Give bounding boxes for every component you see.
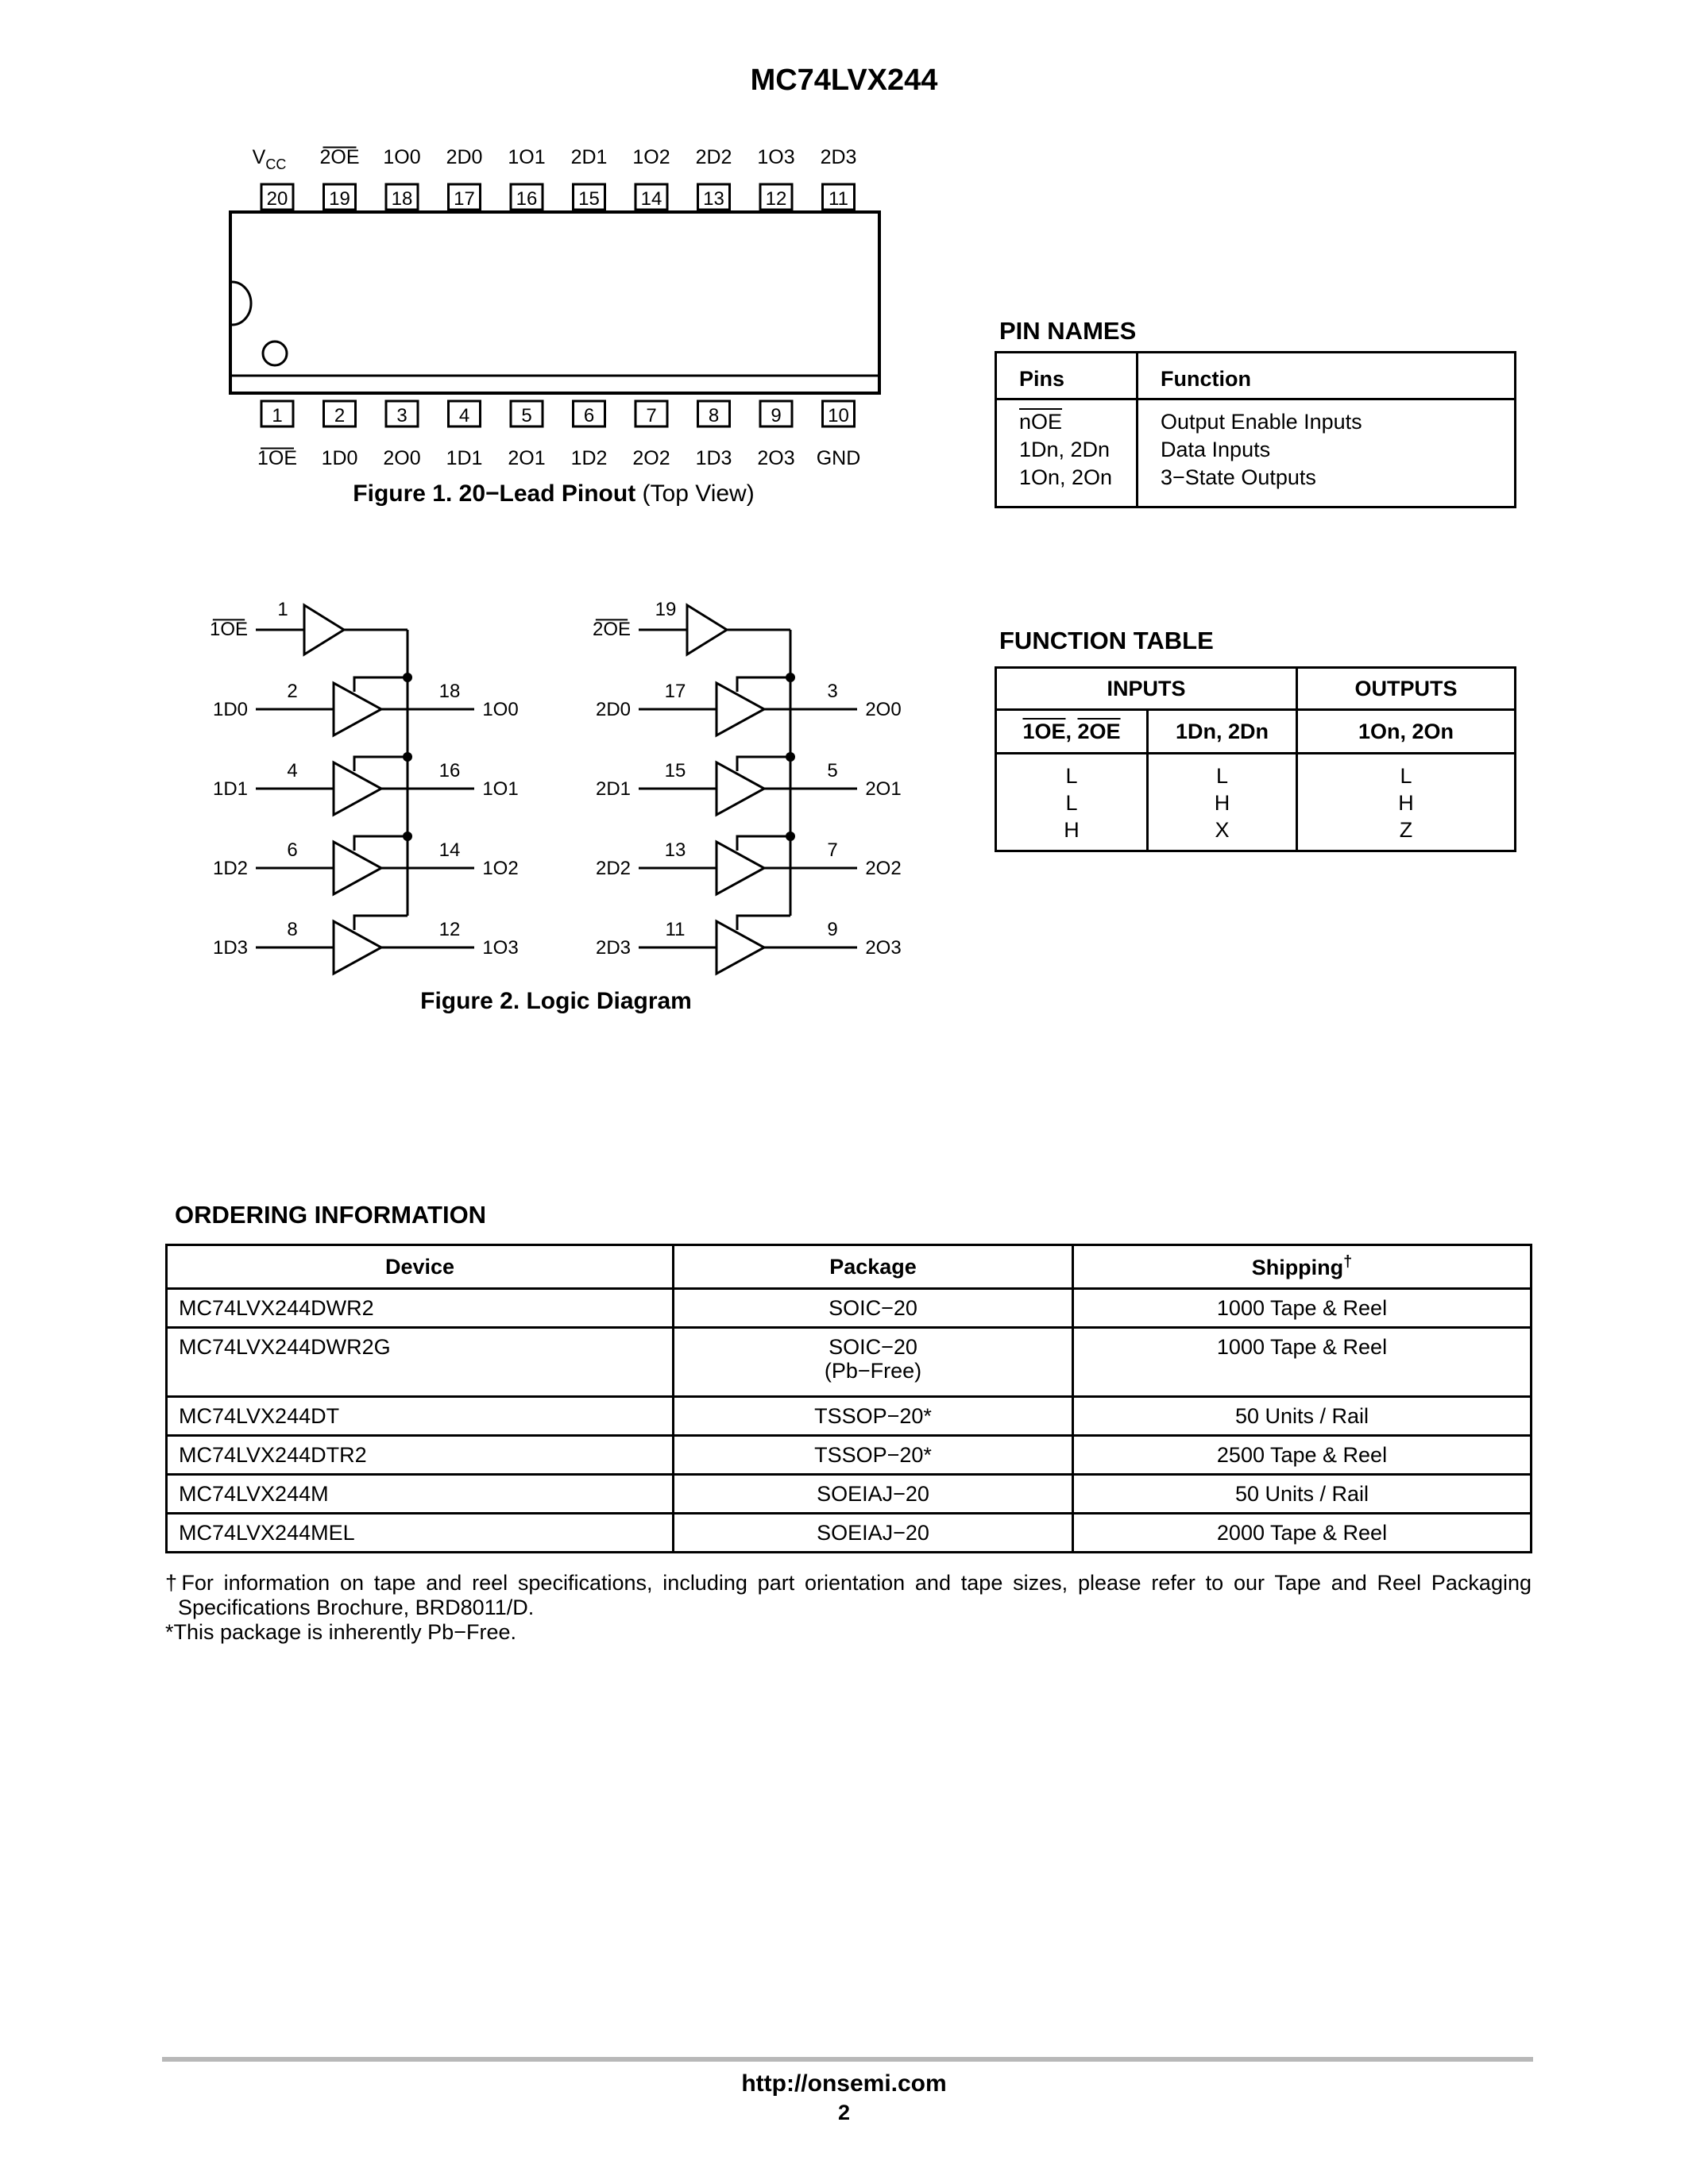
pin-number: 2 — [334, 405, 346, 426]
pin-function: Data Inputs — [1161, 438, 1271, 461]
table-row — [167, 1328, 1532, 1397]
enable-wire — [737, 677, 790, 692]
ordering-shipping: 2500 Tape & Reel — [1073, 1436, 1532, 1475]
ordering-package — [674, 1328, 1073, 1397]
pin-number: 17 — [454, 188, 475, 210]
dagger-mark: † — [1343, 1253, 1353, 1271]
function-table-inputs-header: INPUTS — [996, 668, 1297, 710]
ic-notch — [232, 282, 251, 325]
function-cell: H — [1214, 791, 1230, 815]
function-table-oe-col — [996, 754, 1148, 851]
output-label: 2O3 — [865, 937, 902, 959]
pin-number: 12 — [438, 919, 461, 940]
ordering-table — [165, 1244, 1532, 1553]
ordering-col-package: Package — [674, 1245, 1073, 1289]
ordering-device: MC74LVX244M — [167, 1475, 674, 1514]
function-cell: Z — [1399, 818, 1413, 842]
package-note: (Pb−Free) — [824, 1359, 922, 1383]
function-table-on-header: 1On, 2On — [1297, 710, 1516, 754]
pin-number: 13 — [703, 188, 724, 210]
figure1-caption-bold: Figure 1. 20−Lead Pinout — [353, 480, 636, 507]
pin-label: 1D2 — [570, 447, 608, 469]
pin-label: 2D3 — [820, 146, 857, 168]
pin-names-col-function: Function — [1138, 353, 1516, 399]
junction-dot — [786, 752, 795, 762]
junction-dot — [786, 673, 795, 682]
output-label: 1O0 — [482, 699, 519, 720]
table-row — [167, 1436, 1532, 1475]
logic-group-1 — [210, 599, 519, 974]
pin-number: 16 — [516, 188, 538, 210]
function-table-outputs-header: OUTPUTS — [1297, 668, 1516, 710]
buffer-triangle — [717, 762, 764, 815]
package-name: SOIC−20 — [829, 1296, 917, 1320]
pin-names-function-cell — [1138, 399, 1516, 507]
function-table — [995, 666, 1516, 852]
output-label: 2O1 — [865, 778, 902, 800]
ordering-col-device: Device — [167, 1245, 674, 1289]
pin-number: 14 — [438, 839, 461, 861]
output-label: 1O2 — [482, 858, 519, 879]
enable-wire — [354, 757, 408, 771]
pin-bottom-boxes — [261, 401, 855, 426]
pin-number: 19 — [655, 599, 677, 620]
pin-label: 1D0 — [321, 447, 358, 469]
pin-number: 3 — [827, 681, 838, 702]
pin-names-heading: PIN NAMES — [999, 317, 1137, 345]
pin-number: 1 — [272, 405, 283, 426]
ordering-shipping: 50 Units / Rail — [1073, 1397, 1532, 1436]
logic-diagram — [0, 588, 953, 1032]
ordering-shipping: 2000 Tape & Reel — [1073, 1514, 1532, 1553]
pin-label: 1D3 — [695, 447, 732, 469]
pin-number: 7 — [646, 405, 657, 426]
pin-number: 4 — [287, 760, 298, 781]
pin-label: 2OE — [319, 146, 360, 168]
function-table-on-col — [1297, 754, 1516, 851]
figure1-caption-normal: (Top View) — [635, 480, 755, 507]
pin-number: 8 — [287, 919, 298, 940]
pb-free-note: *This package is inherently Pb−Free. — [165, 1620, 516, 1644]
input-label: 1D1 — [212, 778, 249, 800]
function-table-dn-header: 1Dn, 2Dn — [1148, 710, 1297, 754]
enable-wire — [737, 836, 790, 851]
oe-header-sep: , — [1065, 719, 1078, 743]
table-row — [167, 1397, 1532, 1436]
shipping-label: Shipping — [1251, 1256, 1344, 1279]
ic-body — [230, 212, 879, 393]
ordering-shipping: 50 Units / Rail — [1073, 1475, 1532, 1514]
oe-label: 1OE — [209, 619, 249, 640]
ordering-package — [674, 1436, 1073, 1475]
package-name: TSSOP−20* — [814, 1443, 932, 1467]
pin-number: 12 — [765, 188, 787, 210]
pin-number: 13 — [664, 839, 686, 861]
buffer-triangle — [334, 683, 381, 735]
function-cell: X — [1215, 818, 1230, 842]
pin-number: 10 — [828, 405, 849, 426]
enable-wire — [737, 757, 790, 771]
junction-dot — [403, 673, 412, 682]
pin-number: 18 — [438, 681, 461, 702]
function-cell: H — [1064, 818, 1080, 842]
table-row — [167, 1514, 1532, 1553]
pin-label: 1OE — [257, 447, 298, 469]
ordering-device: MC74LVX244DWR2G — [167, 1328, 674, 1397]
ordering-package — [674, 1514, 1073, 1553]
pin1-dot — [263, 341, 287, 365]
function-cell: L — [1400, 764, 1412, 788]
buffer-triangle — [717, 842, 764, 894]
pin-label: 2D1 — [570, 146, 608, 168]
pin-names-col-pins: Pins — [996, 353, 1138, 399]
ordering-shipping: 1000 Tape & Reel — [1073, 1328, 1532, 1397]
ordering-footnotes — [165, 1571, 1532, 1645]
buffer-triangle — [717, 683, 764, 735]
function-cell: L — [1215, 764, 1229, 788]
footer-divider — [162, 2057, 1533, 2062]
table-row — [167, 1475, 1532, 1514]
pin-label: 1O1 — [508, 146, 546, 168]
pin-number: 5 — [827, 760, 838, 781]
buffer-triangle — [334, 921, 381, 974]
input-label: 1D2 — [212, 858, 249, 879]
pin-label: 2D0 — [446, 146, 483, 168]
buffer-triangle — [304, 605, 344, 654]
footer-url[interactable]: http://onsemi.com — [741, 2070, 947, 2097]
figure2-caption: Figure 2. Logic Diagram — [420, 988, 692, 1014]
pin-number: 9 — [827, 919, 838, 940]
pin-names-pins-cell — [996, 399, 1138, 507]
pin-top-boxes — [261, 184, 855, 210]
pin-names-table — [995, 351, 1516, 508]
ordering-shipping: 1000 Tape & Reel — [1073, 1289, 1532, 1328]
pin-label: GND — [816, 447, 861, 469]
oe-header-2: 2OE — [1077, 719, 1121, 743]
input-label: 1D0 — [212, 699, 249, 720]
pin-number: 15 — [578, 188, 600, 210]
pin-name: 1Dn, 2Dn — [1019, 438, 1111, 461]
ordering-device: MC74LVX244MEL — [167, 1514, 674, 1553]
page-number: 2 — [837, 2101, 851, 2124]
function-cell: L — [1065, 791, 1078, 815]
function-table-heading: FUNCTION TABLE — [999, 627, 1214, 654]
function-table-dn-col — [1148, 754, 1297, 851]
function-cell: H — [1398, 791, 1414, 815]
oe-label: 2OE — [592, 619, 632, 640]
pin-number: 14 — [640, 188, 662, 210]
input-label: 2D0 — [595, 699, 632, 720]
pin-number: 8 — [708, 405, 720, 426]
junction-dot — [786, 832, 795, 841]
ordering-device: MC74LVX244DTR2 — [167, 1436, 674, 1475]
pin-label: 2D2 — [695, 146, 732, 168]
ordering-package — [674, 1289, 1073, 1328]
pin-label: 1O2 — [632, 146, 670, 168]
function-table-oe-header — [996, 710, 1148, 754]
pin-label: 1O0 — [383, 146, 421, 168]
input-label: 2D3 — [595, 937, 632, 959]
junction-dot — [403, 752, 412, 762]
input-label: 2D1 — [595, 778, 632, 800]
pin-number: 11 — [665, 919, 686, 940]
figure1-caption — [353, 480, 754, 507]
pin-number: 17 — [664, 681, 686, 702]
ordering-package — [674, 1397, 1073, 1436]
oe-header-1: 1OE — [1022, 719, 1066, 743]
enable-wire — [354, 836, 408, 851]
pin-name: $\overline{nOE}$ — [1019, 410, 1063, 434]
table-row — [167, 1289, 1532, 1328]
ordering-package — [674, 1475, 1073, 1514]
enable-wire — [354, 916, 408, 930]
pin-label: 1D1 — [446, 447, 483, 469]
junction-dot — [403, 832, 412, 841]
page-title: MC74LVX244 — [750, 64, 938, 97]
pin-number: 6 — [583, 405, 595, 426]
pin-number: 4 — [458, 405, 470, 426]
enable-wire — [354, 677, 408, 692]
buffer-triangle — [334, 762, 381, 815]
output-label: 1O3 — [482, 937, 519, 959]
package-name: SOEIAJ−20 — [817, 1482, 929, 1506]
pin-number: 15 — [664, 760, 686, 781]
pin-number: 1 — [277, 599, 288, 620]
package-name: SOEIAJ−20 — [817, 1521, 929, 1545]
pin-label-vcc: $V_{CC}$ — [252, 146, 287, 172]
pin-number: 16 — [438, 760, 461, 781]
pin-label: 2O3 — [757, 447, 795, 469]
ordering-col-shipping — [1073, 1245, 1532, 1289]
output-label: 2O2 — [865, 858, 902, 879]
pin-number: 11 — [829, 188, 848, 210]
pin-number: 9 — [771, 405, 782, 426]
pin-number: 2 — [287, 681, 298, 702]
ordering-device: MC74LVX244DT — [167, 1397, 674, 1436]
pin-number: 3 — [396, 405, 408, 426]
ordering-heading: ORDERING INFORMATION — [175, 1201, 487, 1229]
pin-bottom-labels — [257, 447, 860, 469]
buffer-triangle — [687, 605, 727, 654]
pin-number: 20 — [266, 188, 288, 210]
buffer-triangle — [717, 921, 764, 974]
pin-number: 6 — [287, 839, 298, 861]
function-cell: L — [1065, 764, 1078, 788]
enable-wire — [737, 916, 790, 930]
pin-top-labels — [253, 146, 857, 172]
pin-function: 3−State Outputs — [1161, 465, 1316, 489]
ordering-device: MC74LVX244DWR2 — [167, 1289, 674, 1328]
pin-function: Output Enable Inputs — [1161, 410, 1362, 434]
pin-number: 5 — [521, 405, 532, 426]
output-label: 1O1 — [482, 778, 519, 800]
logic-group-2 — [593, 599, 902, 974]
pin-label: 2O2 — [632, 447, 670, 469]
pin-label: 2O1 — [508, 447, 546, 469]
pin-number: 18 — [391, 188, 413, 210]
buffer-triangle — [334, 842, 381, 894]
pin-name: 1On, 2On — [1019, 465, 1113, 489]
output-label: 2O0 — [865, 699, 902, 720]
pin-label: 2O0 — [383, 447, 421, 469]
tape-reel-note: †For information on tape and reel specifications, including part orientation and tape sizes, please refer to our Tape and Reel Packaging Specifications Brochure, BRD8011/D. — [165, 1571, 1532, 1619]
pin-number: 7 — [827, 839, 838, 861]
pin-number: 19 — [329, 188, 350, 210]
input-label: 1D3 — [212, 937, 249, 959]
package-name: TSSOP−20* — [814, 1404, 932, 1428]
package-name: SOIC−20 — [829, 1335, 917, 1359]
input-label: 2D2 — [595, 858, 632, 879]
pin-label: 1O3 — [757, 146, 795, 168]
